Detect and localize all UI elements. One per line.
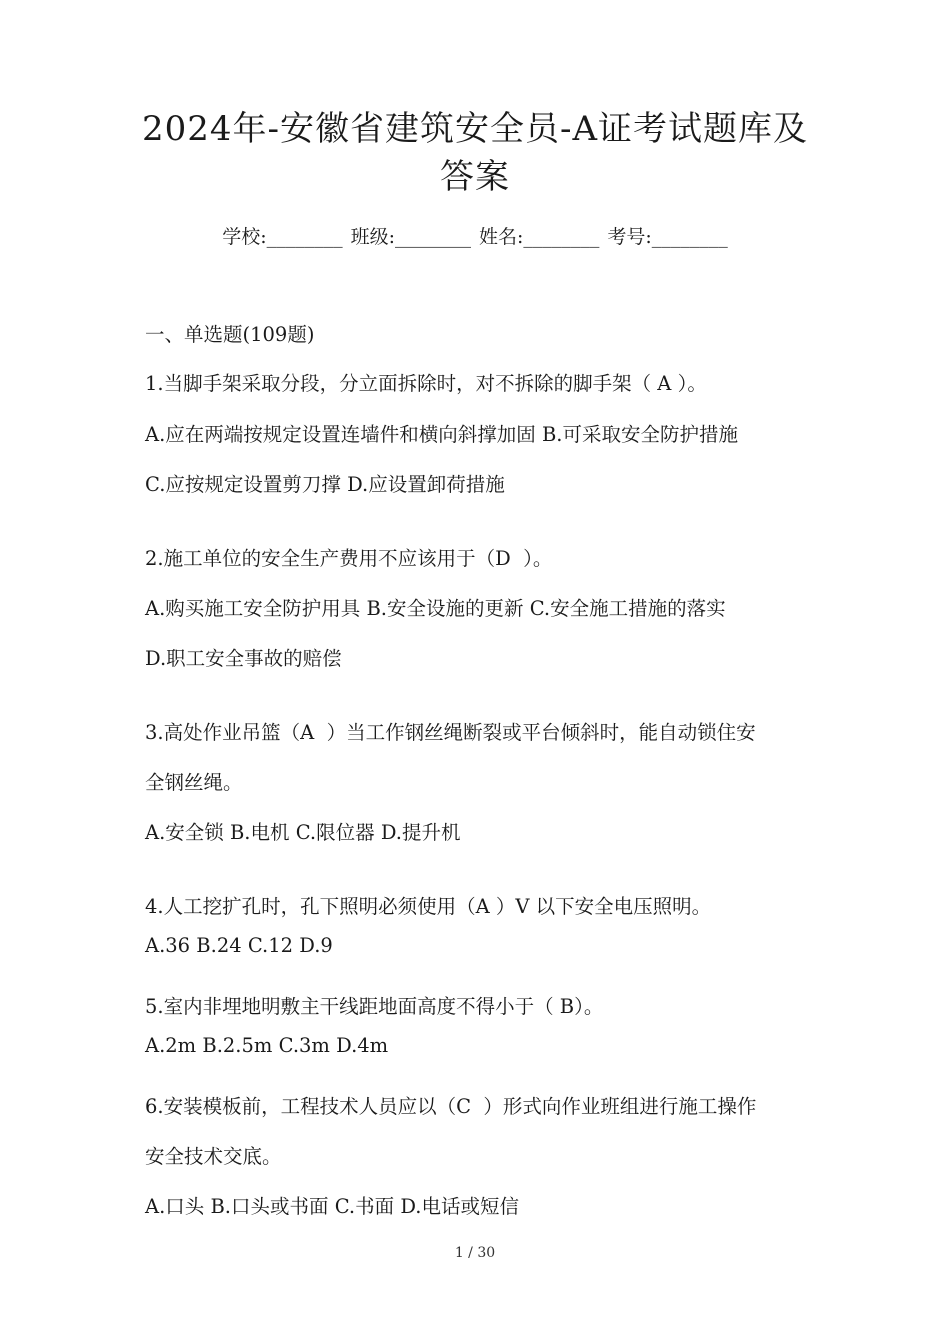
question-3-stem-line-1: 3.高处作业吊篮（A ）当工作钢丝绳断裂或平台倾斜时，能自动锁住安 [145, 721, 756, 744]
school-field: 学校:________ [222, 226, 343, 248]
question-5-options: A.2m B.2.5m C.3m D.4m [145, 1034, 389, 1057]
name-field: 姓名:________ [479, 226, 600, 248]
question-2-options-line-1: A.购买施工安全防护用具 B.安全设施的更新 C.安全施工措施的落实 [145, 597, 726, 620]
question-3-options: A.安全锁 B.电机 C.限位器 D.提升机 [145, 821, 461, 844]
document-title-line-1: 2024年-安徽省建筑安全员-A证考试题库及 [141, 109, 809, 149]
question-1-stem: 1.当脚手架采取分段，分立面拆除时，对不拆除的脚手架（ A ）。 [145, 372, 707, 395]
question-6-stem-line-2: 安全技术交底。 [145, 1145, 282, 1168]
question-3-stem-line-2: 全钢丝绳。 [145, 771, 243, 794]
question-5-stem: 5.室内非埋地明敷主干线距地面高度不得小于（ B）。 [145, 995, 604, 1018]
page-number: 1 / 30 [454, 1245, 496, 1261]
exam-number-field: 考号:________ [607, 226, 728, 248]
question-1-options-line-1: A.应在两端按规定设置连墙件和横向斜撑加固 B.可采取安全防护措施 [145, 423, 739, 446]
question-4-stem: 4.人工挖扩孔时，孔下照明必须使用（A ）V 以下安全电压照明。 [145, 895, 712, 918]
question-6-options: A.口头 B.口头或书面 C.书面 D.电话或短信 [145, 1195, 519, 1218]
question-6-stem-line-1: 6.安装模板前，工程技术人员应以（C ）形式向作业班组进行施工操作 [145, 1095, 757, 1118]
question-2-options-line-2: D.职工安全事故的赔偿 [145, 647, 342, 670]
student-info-row [0, 222, 950, 252]
section-heading: 一、单选题(109题) [145, 323, 315, 346]
document-title-line-2: 答案 [440, 157, 510, 197]
class-field: 班级:________ [350, 226, 471, 248]
question-2-stem: 2.施工单位的安全生产费用不应该用于（D ）。 [145, 547, 553, 570]
question-4-options: A.36 B.24 C.12 D.9 [145, 934, 333, 957]
question-1-options-line-2: C.应按规定设置剪刀撑 D.应设置卸荷措施 [145, 473, 505, 496]
